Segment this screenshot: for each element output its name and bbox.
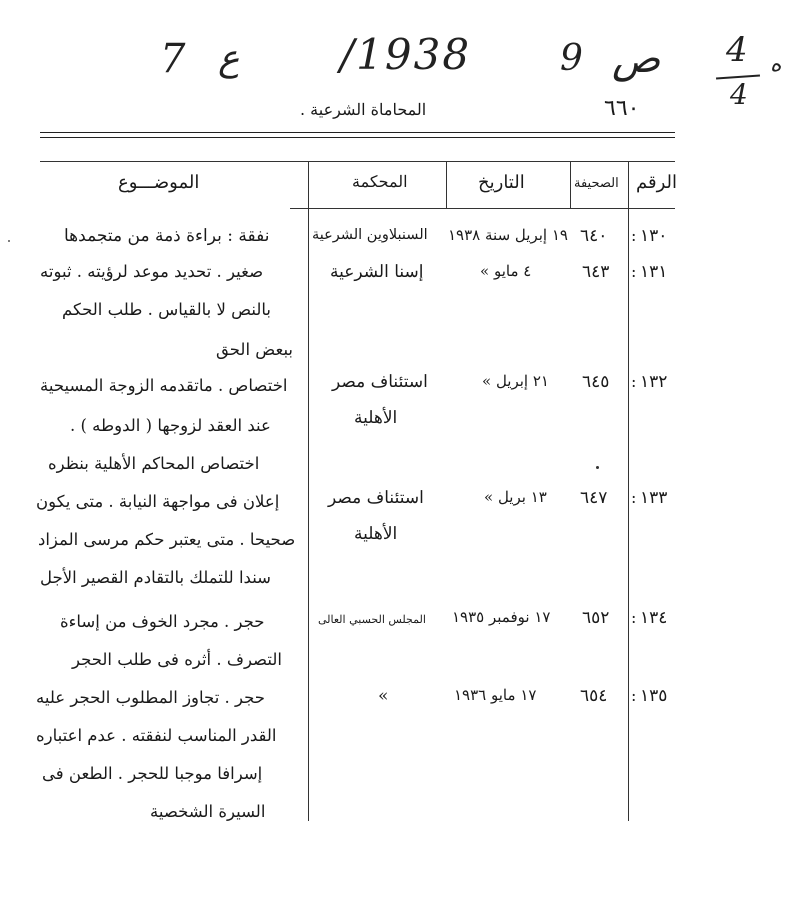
separator-mark: :: [631, 226, 637, 245]
subject-line: سندا للتملك بالتقادم القصير الأجل: [40, 568, 272, 587]
subject-line: اختصاص المحاكم الأهلية بنظره: [48, 454, 260, 473]
journal-title-text: المحاماة الشرعية: [310, 100, 427, 119]
header-rule-bottom: [290, 208, 675, 209]
subject-line: حجر . تجاوز المطلوب الحجر عليه: [36, 688, 265, 707]
row-court: »: [378, 686, 389, 706]
row-date: ٢١ إبريل »: [482, 372, 549, 390]
subject-line: نفقة : براءة ذمة من متجمدها: [64, 226, 270, 246]
row-number: ١٣٣: [640, 488, 668, 508]
subject-line: اختصاص . ماتقدمه الزوجة المسيحية: [40, 376, 288, 395]
subject-line: التصرف . أثره فى طلب الحجر: [72, 650, 282, 669]
row-number: ١٣٠: [640, 226, 668, 246]
row-page: ٦٥٢: [582, 608, 610, 628]
row-court-line: الأهلية: [354, 408, 398, 428]
separator-mark: :: [631, 488, 637, 507]
row-court-line: استئناف مصر: [328, 488, 424, 508]
page-number: ٦٦٠: [604, 96, 640, 121]
col-divider-court: [308, 161, 309, 821]
row-number: ١٣١: [640, 262, 668, 282]
column-header-number: الرقم: [636, 172, 678, 193]
scan-speck: [596, 466, 599, 469]
handwritten-char-meem: ص: [612, 36, 661, 82]
subject-line: عند العقد لزوجها ( الدوطه ) .: [70, 416, 271, 435]
row-number: ١٣٢: [640, 372, 668, 392]
row-court: المجلس الحسبي العالى: [318, 613, 426, 626]
row-page: ٦٤٧: [580, 488, 608, 508]
row-court-line: الأهلية: [354, 524, 398, 544]
subject-line: بالنص لا بالقياس . طلب الحكم: [62, 300, 272, 319]
row-date: ٤ مايو »: [480, 262, 532, 280]
scan-speck: [8, 240, 10, 242]
row-page: ٦٤٥: [582, 372, 610, 392]
col-divider-number: [628, 161, 629, 821]
separator-mark: :: [631, 262, 637, 281]
row-page: ٦٥٤: [580, 686, 608, 706]
handwritten-char-ain: ع: [218, 38, 240, 79]
subject-line: صغير . تحديد موعد لرؤيته . ثبوته: [40, 262, 264, 281]
row-page: ٦٤٠: [580, 226, 608, 246]
row-date: ١٩ إبريل سنة ١٩٣٨: [448, 226, 568, 244]
column-header-page: الصحيفة: [574, 176, 619, 191]
top-rule: [40, 132, 675, 133]
separator-mark: :: [631, 608, 637, 627]
subject-line: إعلان فى مواجهة النيابة . متى يكون: [36, 492, 280, 511]
subject-line: إسرافا موجبا للحجر . الطعن فى: [42, 764, 263, 783]
subject-line: حجر . مجرد الخوف من إساءة: [60, 612, 265, 631]
row-page: ٦٤٣: [582, 262, 610, 282]
handwritten-digit-7: 7: [160, 36, 186, 82]
handwritten-digit-9: 9: [560, 38, 583, 79]
handwritten-edge-char: ه: [770, 52, 782, 77]
year-text: 1938: [356, 30, 472, 79]
subject-line: ببعض الحق: [216, 340, 294, 359]
column-header-court: المحكمة: [352, 172, 408, 191]
row-court-line: استئناف مصر: [332, 372, 428, 392]
year-slash: /: [340, 30, 357, 79]
col-divider-date: [446, 161, 447, 209]
row-court: إسنا الشرعية: [330, 262, 424, 282]
col-divider-page: [570, 161, 571, 209]
separator-mark: :: [631, 372, 637, 391]
subject-line: صحيحا . متى يعتبر حكم مرسى المزاد: [38, 530, 296, 549]
row-date: ١٧ مايو ١٩٣٦: [454, 686, 537, 704]
row-court: السنبلاوين الشرعية: [312, 227, 428, 243]
column-header-date: التاريخ: [478, 172, 525, 193]
top-rule-second: [40, 137, 675, 138]
journal-title: المحاماة الشرعية .: [300, 100, 427, 119]
separator-mark: :: [631, 686, 637, 705]
row-date: ١٣ بريل »: [484, 488, 547, 506]
header-rule-top: [40, 161, 675, 162]
subject-line: القدر المناسب لنفقته . عدم اعتباره: [36, 726, 277, 745]
handwritten-fraction-top: 4: [726, 30, 748, 70]
column-header-subject: الموضـــوع: [118, 172, 200, 193]
subject-line: السيرة الشخصية: [150, 802, 266, 821]
row-number: ١٣٥: [640, 686, 668, 706]
handwritten-fraction-bottom: 4: [730, 78, 748, 111]
row-date: ١٧ نوفمبر ١٩٣٥: [452, 608, 551, 626]
handwritten-year: [340, 30, 471, 79]
row-number: ١٣٤: [640, 608, 668, 628]
